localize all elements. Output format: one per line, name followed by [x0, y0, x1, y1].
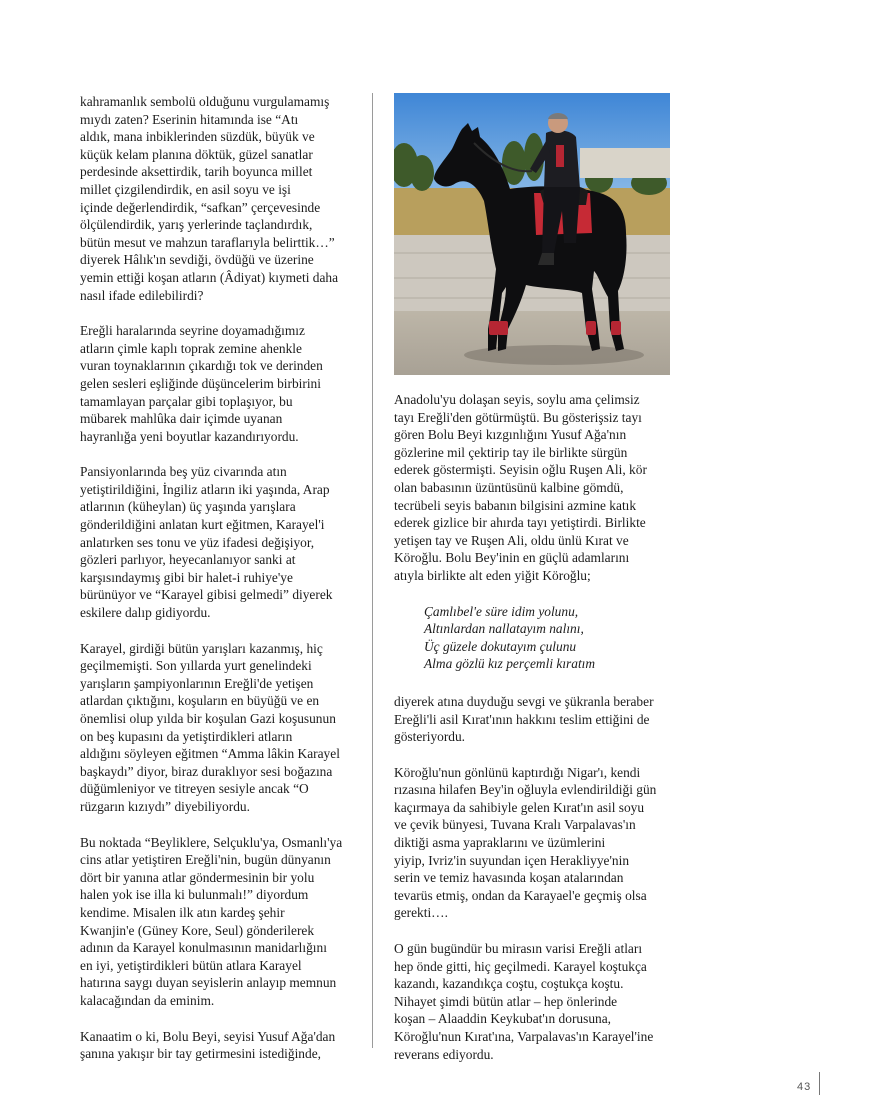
paragraph: Ereğli haralarında seyrine doyamadığımız atların çimle kaplı toprak zemine ahenkle vuran toynaklarının çıkardığı tok ve derinden gelen sesleri eşliğinde düşüncelerim birbirini tamamlayan parçalar gibi toplaşıyor, bu mübarek mahlûka dair içimde uyanan hayranlığa yeni boyutlar kazandırıyordu. — [80, 323, 323, 444]
paragraph: Köroğlu'nun gönlünü kaptırdığı Nigar'ı, kendi rızasına hilafen Bey'in oğluyla evlendirildiği gün kaçırmaya da sahibiyle gelen Kırat'ın asil soyu ve çevik bünyesi, Tuvana Kralı Varpalavas'ın diktiği asma yapraklarını ve üzümlerini yiyip, Ivriz'in suyundan içen Herakliyye'nin serin ve temiz havasında koşan atalarından tevarüs etmiş, ondan da Karayael'e geçmiş olsa gerekti…. — [394, 764, 657, 921]
poem-quote: Çamlıbel'e süre idim yolunu, Altınlardan nallatayım nalını, Üç güzele dokutayım çulunu Alma gözlü kız perçemli kıratım — [424, 603, 596, 672]
paragraph: Anadolu'yu dolaşan seyis, soylu ama çelimsiz tayı Ereğli'den götürmüştü. Bu gösterişsiz tayı gören Bolu Beyi kızgınlığını Yusuf Ağa'nın gözlerine mil çektirip tay ile birlikte sürgün ederek göstermişti. Seyisin oğlu Ruşen Ali, kör olan babasının üzüntüsünü kalbine gömdü, tecrübeli seyis babanın bilgisini azmine katık ederek gizlice bir ahırda tayı yetiştirdi. Birlikte yetişen tay ve Ruşen Ali, oldu ünlü Kırat ve Köroğlu. Bolu Bey'inin en güçlü adamlarını atıyla birlikte alt eden yiğit Köroğlu; — [394, 392, 647, 583]
paragraph: Bu noktada “Beyliklere, Selçuklu'ya, Osmanlı'ya cins atlar yetiştiren Ereğli'nin, bugün dünyanın dört bir yanına atlar göndermesinin bir yolu halen yok ise illa ki bulunmalı!” diyordum kendime. Misalen ilk atın kardeş şehir Kwanjin'e (Güney Kore, Seul) gönderilerek adının da Karayel konulmasının manidarlığını en iyi, yetiştirdikleri bütün atlara Karayel hatırına saygı duyan seyislerin anlayıp memnun kalacağından da eminim. — [80, 834, 343, 1008]
horse-rider-photo — [394, 93, 670, 375]
paragraph: Pansiyonlarında beş yüz civarında atın yetiştirildiğini, İngiliz atların iki yaşında, Arap atlarının (küheylan) üç yaşında yarışlara gönderildiğini anlatan kurt eğitmen, Karayel'i anlatırken ses tonu ve yüz ifadesi değişiyor, gözleri parlıyor, heyecanlanıyor sanki at karşısındaymış gibi bir halet-i ruhiye'ye bürünüyor ve “Karayel gibisi gelmedi” diyerek eskilere dalıp gidiyordu. — [80, 464, 333, 621]
building — [580, 148, 670, 178]
pavement — [394, 311, 670, 375]
page-number-bar — [819, 1072, 820, 1095]
page-number: 43 — [797, 1081, 812, 1093]
paragraph: diyerek atına duyduğu sevgi ve şükranla beraber Ereğli'li asil Kırat'ının hakkını teslim ettiğini de gösteriyordu. — [394, 693, 654, 745]
paragraph: Karayel, girdiği bütün yarışları kazanmış, hiç geçilmemişti. Son yıllarda yurt genelindeki yarışların şampiyonlarının Ereğli'de yetişen atlardan çıktığını, koşuların en büyüğü ve en önemlisi olup yılda bir koşulan Gazi koşusunun on beş kupasını da yetiştirdikleri atların aldığını söyleyen eğitmen “Amma lâkin Karayel başkaydı” diyor, biraz duraklıyor sesi boğazına düğümleniyor ve titreyen sesiyle ancak “O rüzgarın kızıydı” diyebiliyordu. — [80, 640, 340, 814]
horse-rider-illustration — [394, 93, 670, 375]
left-column — [80, 93, 362, 1081]
paragraph: Kanaatim o ki, Bolu Beyi, seyisi Yusuf Ağa'dan şanına yakışır bir tay getirmesini istediğinde, — [80, 1028, 336, 1062]
column-divider — [372, 93, 373, 1048]
paragraph: kahramanlık sembolü olduğunu vurgulamamış mıydı zaten? Eserinin hitamında ise “Atı aldık, mana inbiklerinden süzdük, büyük ve küçük kelam planına döktük, güzel sanatlar perdesinde aksettirdik, tarih boyunca millet millet çizgilendirdik, en asil soyu ve işi içinde değerlendirdik, “safkan” çerçevesinde ölçülendirdik, yarış yerlerinde taçlandırdık, bütün mesut ve mahzun taraflarıyla belirttik…” diyerek Hâlık'ın sevdiği, övdüğü ve üzerine yemin ettiği koşan atların (Âdiyat) kıymeti daha nasıl ifade edilebilirdi? — [80, 94, 339, 303]
right-column — [394, 93, 672, 1081]
paragraph: O gün bugündür bu mirasın varisi Ereğli atları hep önde gitti, hiç geçilmedi. Karayel koştukça kazandı, kazandıkça coştu, coştukça koştu. Nihayet şimdi bütün atlar – hep önlerinde koşan – Alaaddin Keykubat'ın dorusuna, Köroğlu'nun Kırat'ına, Varpalavas'ın Karayel'ine reverans ediyordu. — [394, 941, 654, 1062]
